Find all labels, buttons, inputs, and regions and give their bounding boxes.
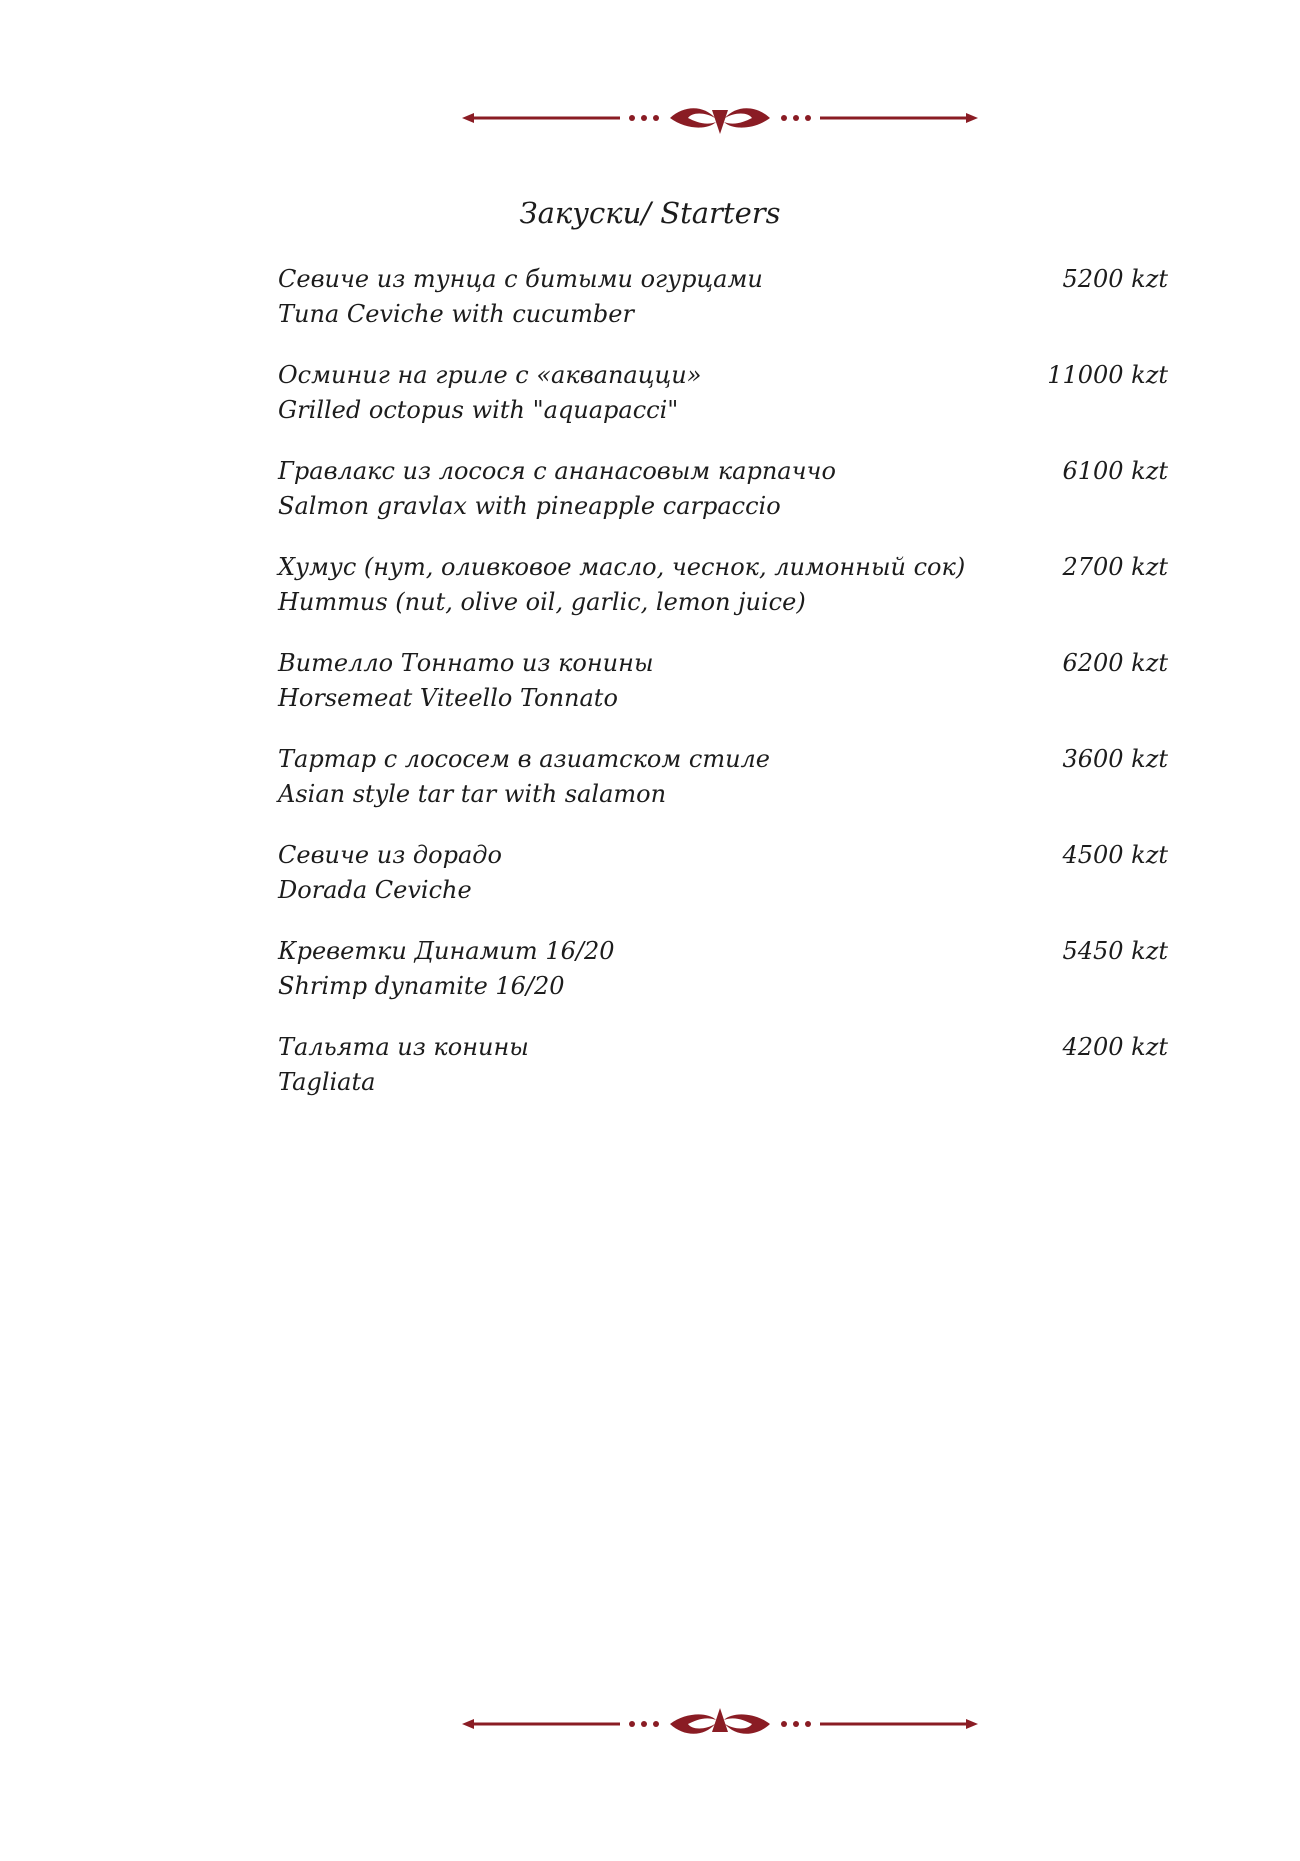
item-price: 2700 kzt	[1062, 553, 1168, 581]
item-name-en: Horsemeat Viteello Tonnato	[278, 684, 618, 712]
item-name-ru: Вителло Тоннато из конины	[278, 649, 654, 677]
bottom-ornament-divider	[460, 1702, 980, 1746]
item-name-ru: Севиче из дорадо	[278, 841, 502, 869]
item-name-ru: Осминиг на гриле с «аквапацци»	[278, 361, 702, 389]
menu-item	[278, 1030, 1168, 1126]
item-price: 6200 kzt	[1062, 649, 1168, 677]
item-name-en: Salmon gravlax with pineapple carpaccio	[278, 492, 781, 520]
item-name-en: Dorada Ceviche	[278, 876, 472, 904]
item-price: 4500 kzt	[1062, 841, 1168, 869]
item-name-ru: Гравлакс из лосося с ананасовым карпаччо	[278, 457, 836, 485]
menu-item	[278, 742, 1168, 838]
item-name-ru: Тартар с лососем в азиатском стиле	[278, 745, 771, 773]
item-name-ru: Тальята из конины	[278, 1033, 529, 1061]
menu-item	[278, 550, 1168, 646]
item-price: 4200 kzt	[1062, 1033, 1168, 1061]
item-price: 6100 kzt	[1062, 457, 1168, 485]
item-price: 11000 kzt	[1047, 361, 1168, 389]
item-name-en: Hummus (nut, olive oil, garlic, lemon juice)	[278, 588, 806, 616]
menu-item	[278, 358, 1168, 454]
menu-item	[278, 454, 1168, 550]
menu-item	[278, 262, 1168, 358]
item-name-en: Grilled octopus with "aquapacci"	[278, 396, 679, 424]
item-name-ru: Креветки Динамит 16/20	[278, 937, 615, 965]
item-name-en: Tuna Ceviche with cucumber	[278, 300, 634, 328]
top-ornament-divider	[460, 96, 980, 140]
menu-item	[278, 934, 1168, 1030]
menu-item	[278, 646, 1168, 742]
menu-item	[278, 838, 1168, 934]
item-price: 3600 kzt	[1062, 745, 1168, 773]
page-title: Закуски/ Starters	[519, 196, 781, 230]
item-price: 5450 kzt	[1062, 937, 1168, 965]
item-price: 5200 kzt	[1062, 265, 1168, 293]
item-name-ru: Хумус (нут, оливковое масло, чеснок, лимонный сок)	[278, 553, 966, 581]
item-name-en: Asian style tar tar with salamon	[278, 780, 667, 808]
item-name-en: Tagliata	[278, 1068, 376, 1096]
item-name-ru: Севиче из тунца с битыми огурцами	[278, 265, 763, 293]
item-name-en: Shrimp dynamite 16/20	[278, 972, 565, 1000]
menu-list	[278, 262, 1168, 1126]
